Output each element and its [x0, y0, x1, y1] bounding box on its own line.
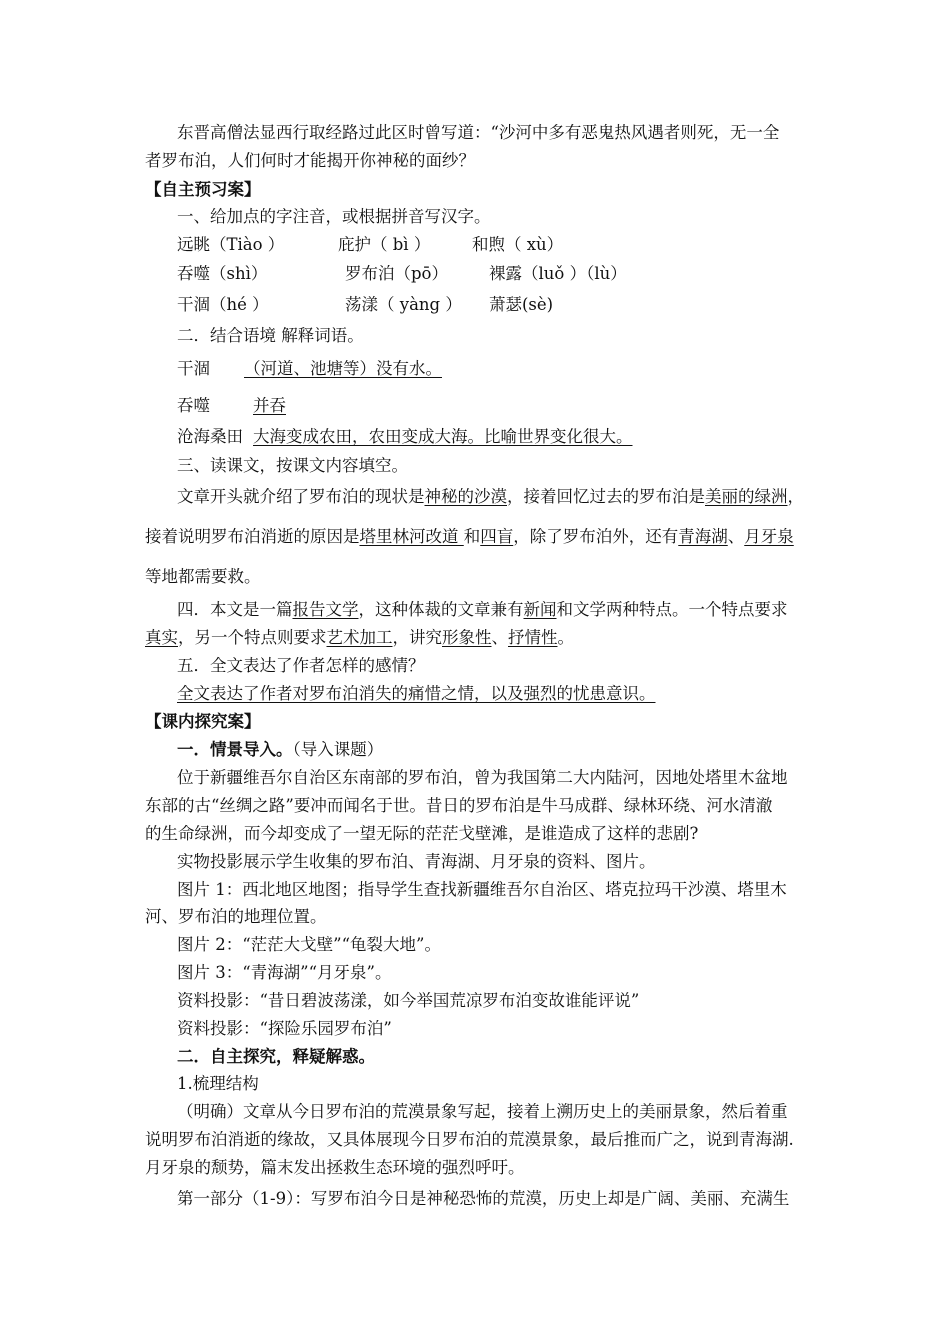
section-heading-preview: 【自主预习案】	[145, 180, 261, 199]
pinyin-item: 吞噬（shì）	[177, 264, 268, 283]
word-term: 沧海桑田	[177, 427, 243, 446]
blank-answer: 报告文学	[292, 600, 359, 619]
blank-answer: 新闻	[523, 600, 557, 619]
paragraph-line: 月牙泉的颓势，篇末发出拯救生态环境的强烈呼吁。	[145, 1158, 525, 1177]
blank-answer: 神秘的沙漠	[424, 487, 507, 506]
intro-line-1: 东晋高僧法显西行取经路过此区时曾写道：“沙河中多有恶鬼热风遇者则死，无一全	[177, 123, 780, 142]
pinyin-item: 庇护（ bì ）	[338, 235, 431, 254]
pinyin-item: 裸露（luǒ ）（lù）	[489, 264, 627, 283]
picture-note-1-cont: 河、罗布泊的地理位置。	[145, 907, 327, 926]
word-meaning: 并吞	[253, 396, 286, 415]
blank-answer: 月牙泉	[744, 527, 794, 546]
paragraph-line: 实物投影展示学生收集的罗布泊、青海湖、月牙泉的资料、图片。	[177, 852, 656, 871]
resource-note-1: 资料投影：“昔日碧波荡漾，如今举国荒凉罗布泊变故谁能评说”	[177, 991, 640, 1010]
pinyin-item: 荡漾（ yàng ）	[345, 295, 462, 314]
word-term: 干涸	[177, 359, 210, 378]
word-meaning: 大海变成农田，农田变成大海。比喻世界变化很大。	[253, 427, 633, 446]
paragraph-line: 位于新疆维吾尔自治区东南部的罗布泊，曾为我国第二大内陆河，因地处塔里木盆地	[177, 768, 788, 787]
subsection-2-title: 二．自主探究，释疑解惑。	[177, 1047, 375, 1066]
fill-line-3: 等地都需要救。	[145, 567, 261, 586]
word-term: 吞噬	[177, 396, 210, 415]
question-5-answer: 全文表达了作者对罗布泊消失的痛惜之情，以及强烈的忧患意识。	[177, 684, 656, 703]
blank-answer: 真实	[145, 628, 178, 647]
pinyin-item: 罗布泊（pō）	[345, 264, 448, 283]
blank-answer: 抒情性	[508, 628, 558, 647]
blank-answer: 艺术加工	[326, 628, 393, 647]
blank-answer: 美丽的绿洲	[705, 487, 788, 506]
question-4-line-2: 真实，另一个特点则要求艺术加工，讲究形象性、抒情性。	[145, 628, 574, 647]
paragraph-line: 的生命绿洲，而今却变成了一望无际的茫茫戈壁滩，是谁造成了这样的悲剧?	[145, 824, 699, 843]
pinyin-item: 和煦（ xù）	[472, 235, 564, 254]
fill-line-1: 文章开头就介绍了罗布泊的现状是神秘的沙漠，接着回忆过去的罗布泊是美丽的绿洲，	[177, 487, 804, 506]
blank-answer: 四盲	[480, 527, 514, 546]
picture-note-3: 图片 3：“青海湖”“月牙泉”。	[177, 963, 392, 982]
blank-answer: 塔里林河改道	[359, 527, 464, 546]
question-1: 一、给加点的字注音，或根据拼音写汉字。	[177, 207, 491, 226]
section-heading-inclass: 【课内探究案】	[145, 712, 261, 731]
subsection-2-sub: 1.梳理结构	[177, 1074, 259, 1093]
picture-note-2: 图片 2：“茫茫大戈壁”“龟裂大地”。	[177, 935, 441, 954]
paragraph-line: 第一部分（1-9）：写罗布泊今日是神秘恐怖的荒漠，历史上却是广阔、美丽、充满生	[177, 1189, 790, 1208]
pinyin-item: 萧瑟(sè)	[489, 295, 554, 314]
picture-note-1: 图片 1：西北地区地图；指导学生查找新疆维吾尔自治区、塔克拉玛干沙漠、塔里木	[177, 880, 787, 899]
pinyin-item: 干涸（hé ）	[177, 295, 269, 314]
blank-answer: 青海湖	[678, 527, 728, 546]
resource-note-2: 资料投影：“探险乐园罗布泊”	[177, 1019, 392, 1038]
question-4-line-1: 四．本文是一篇报告文学，这种体裁的文章兼有新闻和文学两种特点。一个特点要求	[177, 600, 788, 619]
blank-answer: 形象性	[442, 628, 492, 647]
pinyin-item: 远眺（Tiào ）	[177, 235, 285, 254]
paragraph-line: 东部的古“丝绸之路”要冲而闻名于世。昔日的罗布泊是牛马成群、绿林环绕、河水清澈	[145, 796, 773, 815]
subsection-1-title: 一．情景导入。（导入课题）	[177, 740, 384, 759]
question-3: 三、读课文，按课文内容填空。	[177, 456, 408, 475]
fill-line-2: 接着说明罗布泊消逝的原因是塔里林河改道 和四盲，除了罗布泊外，还有青海湖、月牙泉	[145, 527, 794, 546]
question-2: 二．结合语境 解释词语。	[177, 326, 364, 345]
paragraph-line: （明确）文章从今日罗布泊的荒漠景象写起，接着上溯历史上的美丽景象，然后着重	[177, 1102, 788, 1121]
word-meaning: （河道、池塘等）没有水。	[244, 359, 442, 378]
paragraph-line: 说明罗布泊消逝的缘故，又具体展现今日罗布泊的荒漠景象，最后推而广之，说到青海湖.	[145, 1130, 794, 1149]
question-5: 五．全文表达了作者怎样的感情？	[177, 656, 425, 675]
intro-line-2: 者罗布泊，人们何时才能揭开你神秘的面纱？	[145, 151, 475, 170]
